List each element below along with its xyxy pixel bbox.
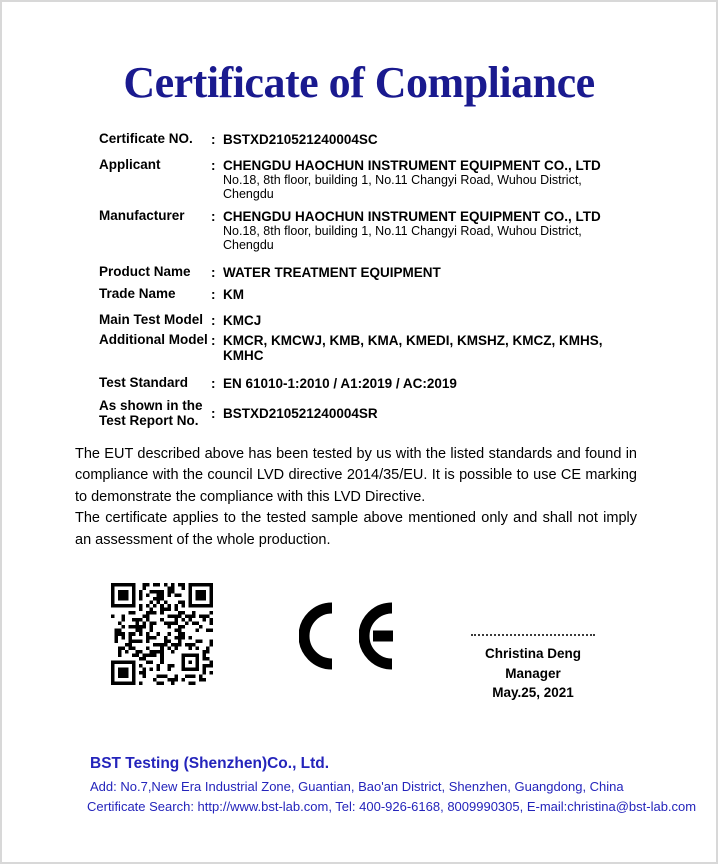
field-value: EN 61010-1:2010 / A1:2019 / AC:2019 <box>223 376 457 391</box>
field-value: WATER TREATMENT EQUIPMENT <box>223 265 441 280</box>
signatory-name: Christina Deng <box>484 646 581 661</box>
field-row-test-standard <box>99 376 653 391</box>
field-label <box>99 399 211 428</box>
field-colon: : <box>211 209 216 224</box>
field-row-main-test-model <box>99 313 653 328</box>
compliance-statement <box>75 444 637 551</box>
signature-block <box>454 634 612 703</box>
field-label: Certificate NO. <box>99 131 193 146</box>
field-label: Product Name <box>99 264 191 279</box>
additional-model-line: KMHC <box>223 348 264 363</box>
field-label: Additional Model <box>99 332 208 347</box>
field-colon: : <box>211 333 216 348</box>
manufacturer-address-line: No.18, 8th floor, building 1, No.11 Changyi Road, Wuhou District, <box>223 224 582 238</box>
footer-address: Add: No.7,New Era Industrial Zone, Guantian, Bao'an District, Shenzhen, Guangdong, China <box>90 779 624 794</box>
field-value: BSTXD210521240004SR <box>223 406 378 421</box>
field-value <box>223 158 653 201</box>
footer-company-name: BST Testing (Shenzhen)Co., Ltd. <box>90 755 330 772</box>
field-value <box>223 209 653 252</box>
applicant-address-line: Chengdu <box>223 187 274 201</box>
statement-paragraph-1: The EUT described above has been tested by us with the listed standards and found in compliance with the council LVD directive 2014/35/EU. It is possible to use CE marking to demonstrate the compliance with this LVD Directive. <box>75 446 637 505</box>
applicant-address-line: No.18, 8th floor, building 1, No.11 Changyi Road, Wuhou District, <box>223 173 582 187</box>
ce-mark-icon <box>299 602 399 670</box>
field-label-line: As shown in the <box>99 398 203 413</box>
signatory-role: Manager <box>505 665 561 681</box>
field-value <box>223 333 653 363</box>
field-label: Manufacturer <box>99 208 185 223</box>
manufacturer-address-line: Chengdu <box>223 238 274 252</box>
footer-contact: Certificate Search: http://www.bst-lab.com, Tel: 400-926-6168, 8009990305, E-mail:christina@bst-lab.com <box>87 799 697 814</box>
field-row-certificate-no <box>99 132 653 147</box>
field-value: KMCJ <box>223 313 262 328</box>
field-label: Trade Name <box>99 286 176 301</box>
field-colon: : <box>211 287 216 302</box>
signature-dotted-line <box>471 634 595 636</box>
field-label: Applicant <box>99 157 161 172</box>
field-row-manufacturer <box>99 209 653 252</box>
field-row-applicant <box>99 158 653 201</box>
field-colon: : <box>211 265 216 280</box>
certificate-title: Certificate of Compliance <box>123 58 595 107</box>
signature-date: May.25, 2021 <box>492 685 574 700</box>
field-value: BSTXD210521240004SC <box>223 132 378 147</box>
field-row-test-report-no <box>99 399 653 428</box>
statement-paragraph-2: The certificate applies to the tested sample above mentioned only and shall not imply an assessment of the whole production. <box>75 510 637 548</box>
applicant-name: CHENGDU HAOCHUN INSTRUMENT EQUIPMENT CO., LTD <box>223 158 601 173</box>
additional-model-line: KMCR, KMCWJ, KMB, KMA, KMEDI, KMSHZ, KMCZ, KMHS, <box>223 333 603 348</box>
field-colon: : <box>211 132 216 147</box>
field-colon: : <box>211 376 216 391</box>
field-label: Test Standard <box>99 375 189 390</box>
field-colon: : <box>211 406 216 421</box>
field-label: Main Test Model <box>99 312 204 327</box>
qr-code-icon <box>111 583 213 685</box>
manufacturer-name: CHENGDU HAOCHUN INSTRUMENT EQUIPMENT CO., LTD <box>223 209 601 224</box>
field-colon: : <box>211 158 216 173</box>
field-row-trade-name <box>99 287 653 302</box>
field-value: KM <box>223 287 244 302</box>
field-label-line: Test Report No. <box>99 412 199 428</box>
field-colon: : <box>211 313 216 328</box>
field-row-additional-model <box>99 333 653 363</box>
field-row-product-name <box>99 265 653 280</box>
